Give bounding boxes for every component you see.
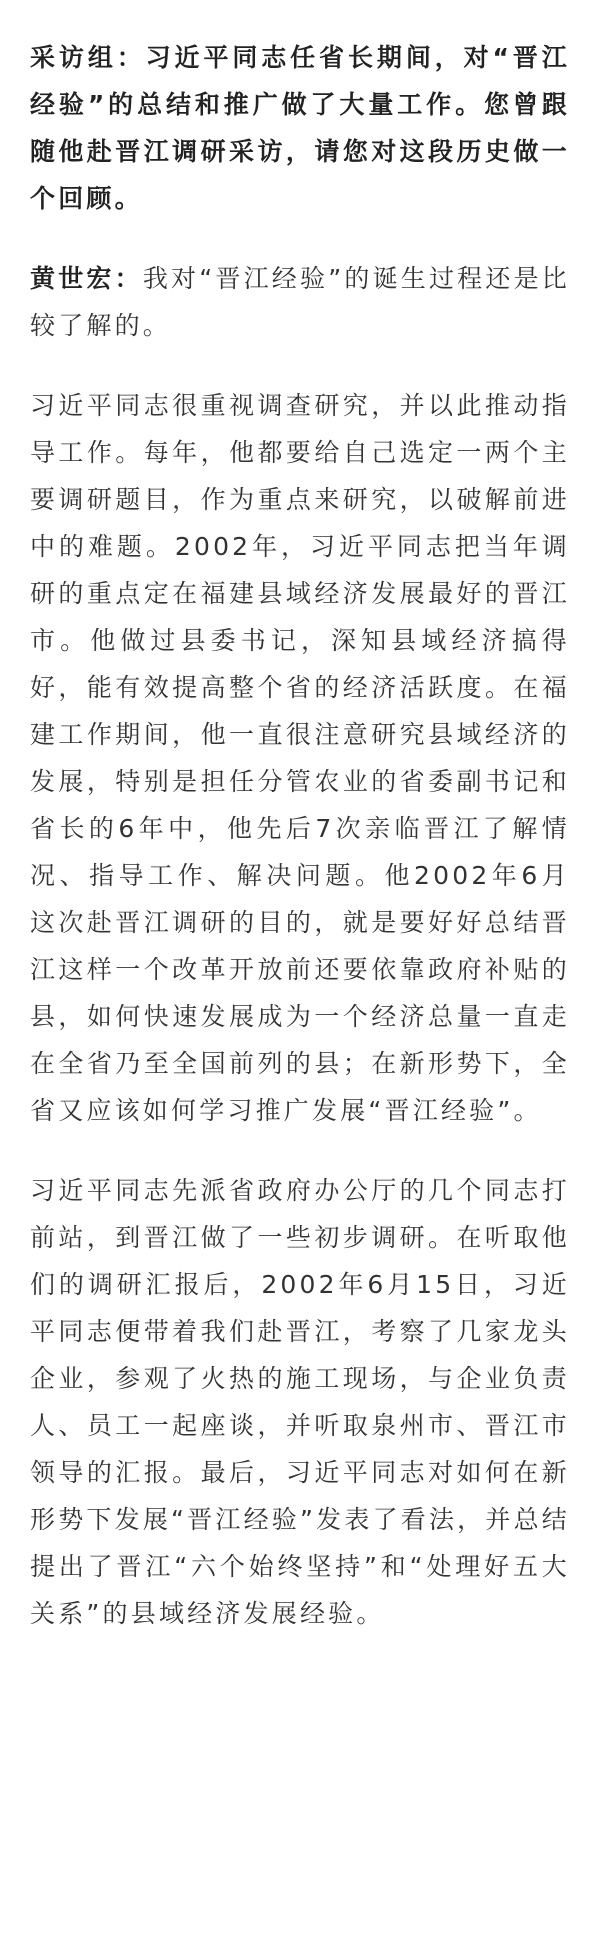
interview-question (30, 34, 570, 222)
question-text: 习近平同志任省长期间，对“晋江经验”的总结和推广做了大量工作。您曾跟随他赴晋江调研采访，请您对这段历史做一个回顾。 (30, 43, 570, 213)
answer-text: 我对“晋江经验”的诞生过程还是比较了解的。 (30, 264, 570, 340)
interview-answer (30, 255, 570, 349)
paragraph-1: 习近平同志很重视调查研究，并以此推动指导工作。每年，他都要给自己选定一两个主要调研题目，作为重点来研究，以破解前进中的难题。2002年，习近平同志把当年调研的重点定在福建县域经济发展最好的晋江市。他做过县委书记，深知县域经济搞得好，能有效提高整个省的经济活跃度。在福建工作期间，他一直很注意研究县域经济的发展，特别是担任分管农业的省委副书记和省长的6年中，他先后7次亲临晋江了解情况、指导工作、解决问题。他2002年6月这次赴晋江调研的目的，就是要好好总结晋江这样一个改革开放前还要依靠政府补贴的县，如何快速发展成为一个经济总量一直走在全省乃至全国前列的县；在新形势下，全省又应该如何学习推广发展“晋江经验”。 (30, 391, 570, 1125)
question-speaker: 采访组： (30, 43, 146, 72)
answer-speaker: 黄世宏： (30, 264, 143, 293)
paragraph-2: 习近平同志先派省政府办公厅的几个同志打前站，到晋江做了一些初步调研。在听取他们的调研汇报后，2002年6月15日，习近平同志便带着我们赴晋江，考察了几家龙头企业，参观了火热的施工现场，与企业负责人、员工一起座谈，并听取泉州市、晋江市领导的汇报。最后，习近平同志对如何在新形势下发展“晋江经验”发表了看法，并总结提出了晋江“六个始终坚持”和“处理好五大关系”的县域经济发展经验。 (30, 1176, 570, 1628)
